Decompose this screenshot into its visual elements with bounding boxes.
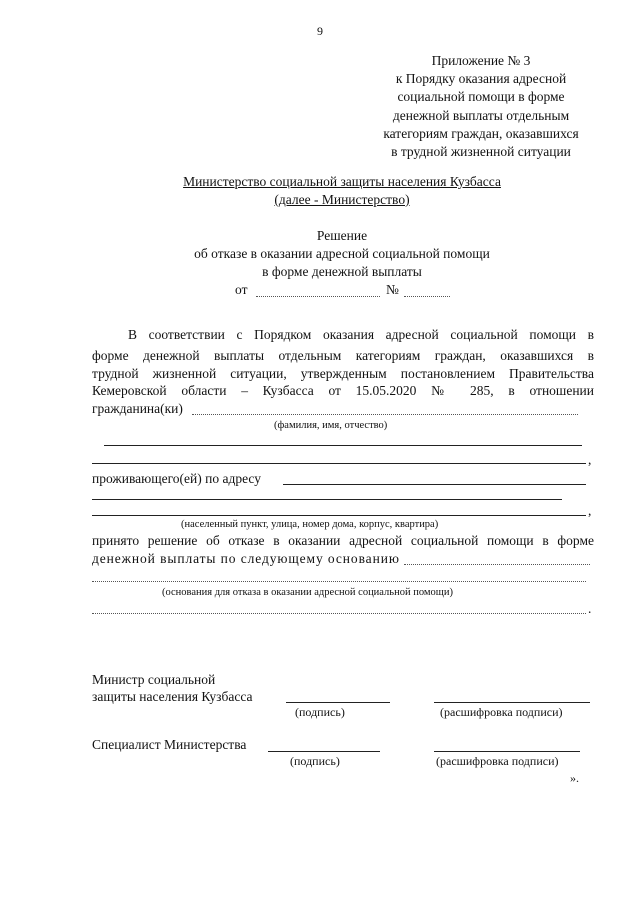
appendix-line: в трудной жизненной ситуации [391,144,571,160]
appendix-line: к Порядку оказания адресной [395,71,567,87]
ministry-name: Министерство социальной защиты населения Кузбасса [183,174,501,189]
page-number: 9 [317,24,323,38]
address-line-2[interactable] [92,499,562,500]
reason-line-2[interactable] [92,581,586,582]
appendix-line: денежной выплаты отдельным [392,107,570,123]
decision-title: Решение [316,228,368,243]
ministry-abbr: (далее - Министерство) [274,192,410,207]
signature-caption-2: (подпись) [290,754,340,768]
minister-signature-line[interactable] [286,702,390,703]
minister-title-2: защиты населения Кузбасса [92,689,253,704]
paragraph-line: трудной жизненной ситуации, утвержденным постановлением Правительства [92,366,594,381]
appendix-line: категориям граждан, оказавшихся [383,125,579,141]
fio-caption: (фамилия, имя, отчество) [274,420,388,431]
paragraph-line: форме денежной выплаты отдельным категориям граждан, оказавшихся в [92,348,594,363]
citizen-field[interactable] [192,414,578,415]
citizen-label: гражданина(ки) [92,401,183,416]
specialist-title: Специалист Министерства [92,737,247,752]
reason-line-3[interactable] [92,613,586,614]
fio-line-3[interactable] [92,463,586,464]
reason-caption: (основания для отказа в оказании адресной социальной помощи) [162,587,453,598]
date-label: от [235,282,248,297]
closing-mark: ». [570,771,579,785]
decision-line-2: денежной выплаты по следующему основанию [92,551,400,566]
minister-decode-line[interactable] [434,702,590,703]
appendix-line: Приложение № 3 [431,53,531,68]
decision-subtitle-2: в форме денежной выплаты [262,264,422,279]
minister-title: Министр социальной [92,672,216,687]
appendix-block [366,52,596,161]
reason-field[interactable] [404,564,590,565]
appendix-line: социальной помощи в форме [397,89,565,105]
paragraph-line: В соответствии с Порядком оказания адресной социальной помощи в [128,327,594,342]
comma: , [588,452,592,467]
paragraph-line: Кемеровской области – Кузбасса от 15.05.2020 № 285, в отношении [92,383,594,398]
address-field[interactable] [283,484,586,485]
period: . [588,601,592,616]
signature-caption: (подпись) [295,705,345,719]
decision-line: принято решение об отказе в оказании адресной социальной помощи в форме [92,533,594,548]
decode-caption-2: (расшифровка подписи) [436,754,559,768]
address-caption: (населенный пункт, улица, номер дома, корпус, квартира) [181,519,439,530]
number-label: № [386,282,399,297]
decision-subtitle: об отказе в оказании адресной социальной помощи [194,246,490,261]
address-label: проживающего(ей) по адресу [92,471,261,486]
decode-caption: (расшифровка подписи) [440,705,563,719]
specialist-signature-line[interactable] [268,751,380,752]
address-line-3[interactable] [92,515,586,516]
specialist-decode-line[interactable] [434,751,580,752]
date-field[interactable] [256,296,380,297]
comma: , [588,503,592,518]
fio-line-2[interactable] [104,445,582,446]
number-field[interactable] [404,296,450,297]
